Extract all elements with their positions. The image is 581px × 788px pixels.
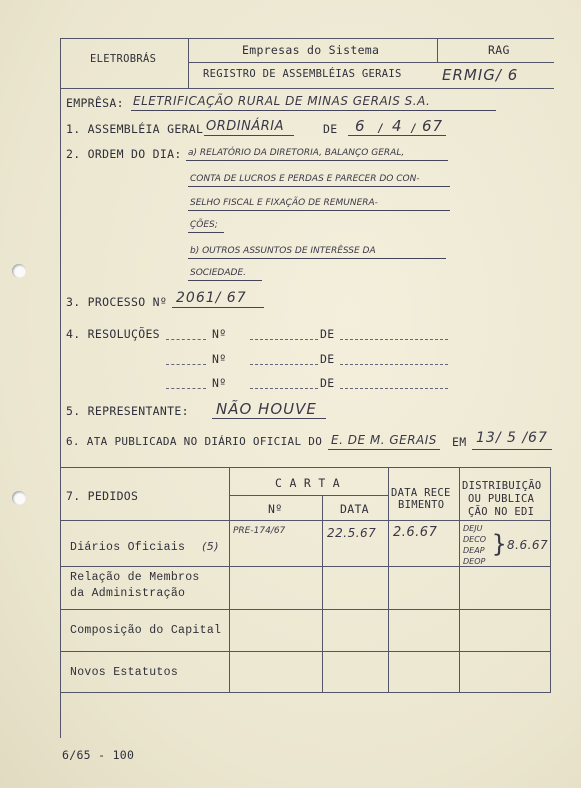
resolucoes-de-2: DE — [320, 352, 335, 366]
resolucoes-blank-2a — [166, 364, 206, 365]
assembleia-year: 67 — [422, 117, 444, 135]
distrib-label-1: DISTRIBUIÇÃO — [462, 480, 542, 492]
distrib-brace: } — [492, 530, 507, 558]
resolucoes-blank-3c — [340, 388, 448, 389]
resolucoes-no-3: Nº — [212, 376, 227, 390]
row-diarios-note: (5) — [202, 540, 220, 553]
assembleia-month: 4 — [392, 117, 403, 135]
distrib-label-2: OU PUBLICA — [468, 493, 535, 505]
resolucoes-de-3: DE — [320, 376, 335, 390]
assembleia-day: 6 — [355, 117, 366, 135]
resolucoes-label: 4. RESOLUÇÕES — [66, 327, 160, 341]
carta-no-label: Nº — [268, 502, 283, 516]
ordem-ul-1 — [186, 160, 448, 161]
assembleia-date-underline — [348, 135, 446, 136]
row-diarios-distrib-2: DECO — [463, 535, 487, 544]
representante-underline — [212, 418, 326, 419]
carta-label: C A R T A — [275, 476, 341, 490]
assembleia-type: ORDINÁRIA — [206, 119, 284, 134]
processo-value: 2061/ 67 — [176, 290, 247, 306]
resolucoes-blank-1c — [340, 339, 448, 340]
date-sep-1: / — [377, 121, 385, 135]
row-capital-label: Composição do Capital — [70, 624, 222, 637]
processo-label: 3. PROCESSO Nº — [66, 295, 168, 309]
header-divider-2 — [437, 38, 438, 62]
ordem-line-5: b) OUTROS ASSUNTOS DE INTERÊSSE DA — [190, 246, 376, 256]
assembleia-de-label: DE — [323, 122, 338, 136]
empresa-value: ELETRIFICAÇÃO RURAL DE MINAS GERAIS S.A. — [133, 94, 431, 108]
row-estatutos-label: Novos Estatutos — [70, 666, 179, 679]
ordem-line-4: ÇÕES; — [190, 220, 218, 230]
data-rec-label-2: BIMENTO — [398, 499, 445, 511]
frame-top-line — [60, 38, 554, 39]
row-membros-label-1: Relação de Membros — [70, 571, 200, 584]
header-mid-line — [188, 62, 554, 63]
header-divider-1 — [188, 38, 189, 88]
table-col-4 — [459, 467, 460, 692]
table-top-line — [60, 467, 551, 468]
ata-diario-value: E. DE M. GERAIS — [331, 433, 437, 447]
assembleia-type-underline — [204, 135, 294, 136]
company-short: ELETROBRÁS — [90, 53, 157, 65]
row-diarios-distrib-3: DEAP — [463, 546, 485, 555]
row-membros-label-2: da Administração — [70, 587, 186, 600]
row-diarios-distrib-1: DEJU — [463, 524, 483, 533]
table-col-3 — [388, 467, 389, 692]
resolucoes-no-1: Nº — [212, 327, 227, 341]
table-col-2 — [322, 495, 323, 692]
system-title: Empresas do Sistema — [242, 43, 380, 57]
table-carta-mid-line — [229, 495, 388, 496]
form-code: RAG — [488, 43, 510, 57]
form-title: REGISTRO DE ASSEMBLÉIAS GERAIS — [203, 68, 402, 80]
table-row4-bottom-line — [60, 692, 551, 693]
pedidos-label: 7. PEDIDOS — [66, 489, 139, 503]
ermig-code: ERMIG/ 6 — [442, 66, 519, 84]
resolucoes-blank-3a — [166, 388, 206, 389]
distrib-label-3: ÇÃO NO EDI — [468, 506, 535, 518]
ata-date-underline — [472, 449, 552, 450]
row-diarios-label: Diários Oficiais — [70, 541, 186, 554]
footer-code: 6/65 - 100 — [62, 748, 135, 762]
ordem-line-6: SOCIEDADE. — [190, 268, 246, 278]
resolucoes-blank-3b — [250, 388, 318, 389]
empresa-label: EMPRÊSA: — [66, 96, 124, 110]
table-col-1 — [229, 467, 230, 692]
date-sep-2: / — [410, 121, 418, 135]
ordem-ul-4 — [188, 232, 224, 233]
table-header-bottom-line — [60, 520, 551, 521]
ordem-ul-5 — [188, 258, 446, 259]
ordem-line-2: CONTA DE LUCROS E PERDAS E PARECER DO CON- — [190, 174, 420, 184]
table-row2-bottom-line — [60, 609, 551, 610]
resolucoes-de-1: DE — [320, 327, 335, 341]
ata-em-label: EM — [452, 435, 467, 449]
table-row3-bottom-line — [60, 651, 551, 652]
punch-hole-bottom — [12, 491, 26, 505]
representante-label: 5. REPRESENTANTE: — [66, 404, 189, 418]
ordem-line-1: a) RELATÓRIO DA DIRETORIA, BALANÇO GERAL, — [188, 148, 405, 158]
representante-value: NÃO HOUVE — [216, 400, 317, 418]
table-col-5 — [550, 467, 551, 692]
data-rec-label-1: DATA RECE — [391, 487, 451, 499]
ordem-line-3: SELHO FISCAL E FIXAÇÃO DE REMUNERA- — [190, 198, 378, 208]
frame-left-line — [60, 38, 61, 738]
row-diarios-distrib-date: 8.6.67 — [507, 538, 549, 552]
row-diarios-carta-data: 22.5.67 — [327, 526, 377, 540]
table-row1-bottom-line — [60, 566, 551, 567]
punch-hole-top — [12, 264, 26, 278]
resolucoes-blank-1b — [250, 339, 318, 340]
ordem-label: 2. ORDEM DO DIA: — [66, 147, 182, 161]
processo-underline — [172, 307, 264, 308]
header-bottom-line — [60, 88, 554, 89]
ata-diario-underline — [328, 449, 440, 450]
assembleia-label: 1. ASSEMBLÉIA GERAL — [66, 122, 204, 136]
row-diarios-carta-no: PRE-174/67 — [233, 526, 286, 536]
row-diarios-distrib-4: DEOP — [463, 557, 486, 566]
empresa-underline — [131, 110, 496, 111]
resolucoes-blank-2c — [340, 364, 448, 365]
ordem-ul-3 — [188, 210, 450, 211]
resolucoes-no-2: Nº — [212, 352, 227, 366]
ordem-ul-6 — [188, 280, 262, 281]
carta-data-label: DATA — [340, 502, 369, 516]
ata-label: 6. ATA PUBLICADA NO DIÁRIO OFICIAL DO — [66, 435, 323, 448]
ordem-ul-2 — [188, 186, 450, 187]
row-diarios-data-rec: 2.6.67 — [393, 525, 438, 540]
resolucoes-blank-1a — [166, 339, 206, 340]
resolucoes-blank-2b — [250, 364, 318, 365]
ata-date: 13/ 5 /67 — [476, 430, 548, 446]
